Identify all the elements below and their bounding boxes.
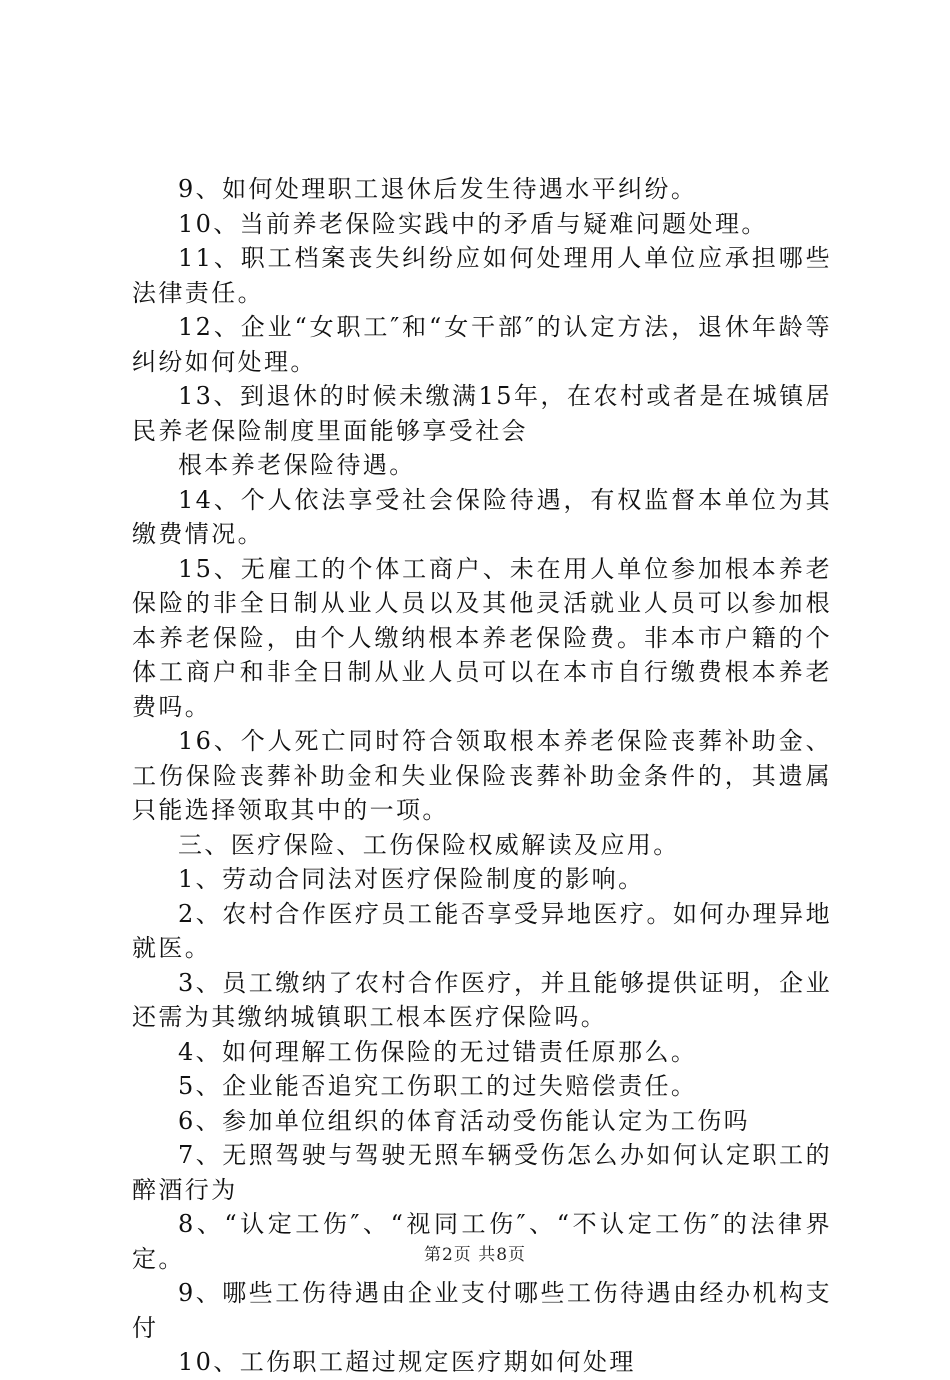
paragraph-medical-2: 2、农村合作医疗员工能否享受异地医疗。如何办理异地就医。	[132, 899, 832, 962]
paragraph-medical-1: 1、劳动合同法对医疗保险制度的影响。	[178, 865, 645, 893]
paragraph-item-13: 13、到退休的时候未缴满15年，在农村或者是在城镇居民养老保险制度里面能够享受社会	[132, 382, 832, 445]
paragraph-item-14: 14、个人依法享受社会保险待遇，有权监督本单位为其缴费情况。	[132, 485, 832, 548]
page-number-footer: 第2页 共8页	[423, 1245, 527, 1265]
paragraph-medical-5: 5、企业能否追究工伤职工的过失赔偿责任。	[178, 1072, 698, 1100]
paragraph-item-11: 11、职工档案丧失纠纷应如何处理用人单位应承担哪些法律责任。	[132, 244, 832, 307]
paragraph-item-9: 9、如何处理职工退休后发生待遇水平纠纷。	[178, 175, 698, 203]
paragraph-medical-6: 6、参加单位组织的体育活动受伤能认定为工伤吗	[178, 1106, 751, 1135]
paragraph-item-10: 10、当前养老保险实践中的矛盾与疑难问题处理。	[178, 209, 768, 238]
document-body	[132, 172, 832, 1380]
paragraph-item-13-continuation: 根本养老保险待遇。	[178, 451, 416, 479]
paragraph-medical-3: 3、员工缴纳了农村合作医疗，并且能够提供证明，企业还需为其缴纳城镇职工根本医疗保险吗。	[132, 968, 832, 1031]
paragraph-medical-8: 8、“认定工伤″、“视同工伤″、“不认定工伤″的法律界定。	[132, 1210, 832, 1273]
paragraph-item-12: 12、企业“女职工″和“女干部″的认定方法，退休年龄等纠纷如何处理。	[132, 313, 832, 376]
section-heading-medical-injury: 三、医疗保险、工伤保险权威解读及应用。	[178, 830, 680, 859]
paragraph-medical-7: 7、无照驾驶与驾驶无照车辆受伤怎么办如何认定职工的醉酒行为	[132, 1141, 832, 1204]
paragraph-medical-9: 9、哪些工伤待遇由企业支付哪些工伤待遇由经办机构支付	[132, 1279, 832, 1342]
paragraph-medical-10: 10、工伤职工超过规定医疗期如何处理	[178, 1348, 636, 1376]
paragraph-medical-4: 4、如何理解工伤保险的无过错责任原那么。	[178, 1037, 698, 1066]
paragraph-item-15: 15、无雇工的个体工商户、未在用人单位参加根本养老保险的非全日制从业人员以及其他灵活就业人员可以参加根本养老保险，由个人缴纳根本养老保险费。非本市户籍的个体工商户和非全日制从业人员可以在本市自行缴费根本养老费吗。	[132, 554, 832, 721]
paragraph-item-16: 16、个人死亡同时符合领取根本养老保险丧葬补助金、工伤保险丧葬补助金和失业保险丧葬补助金条件的，其遗属只能选择领取其中的一项。	[132, 727, 832, 824]
